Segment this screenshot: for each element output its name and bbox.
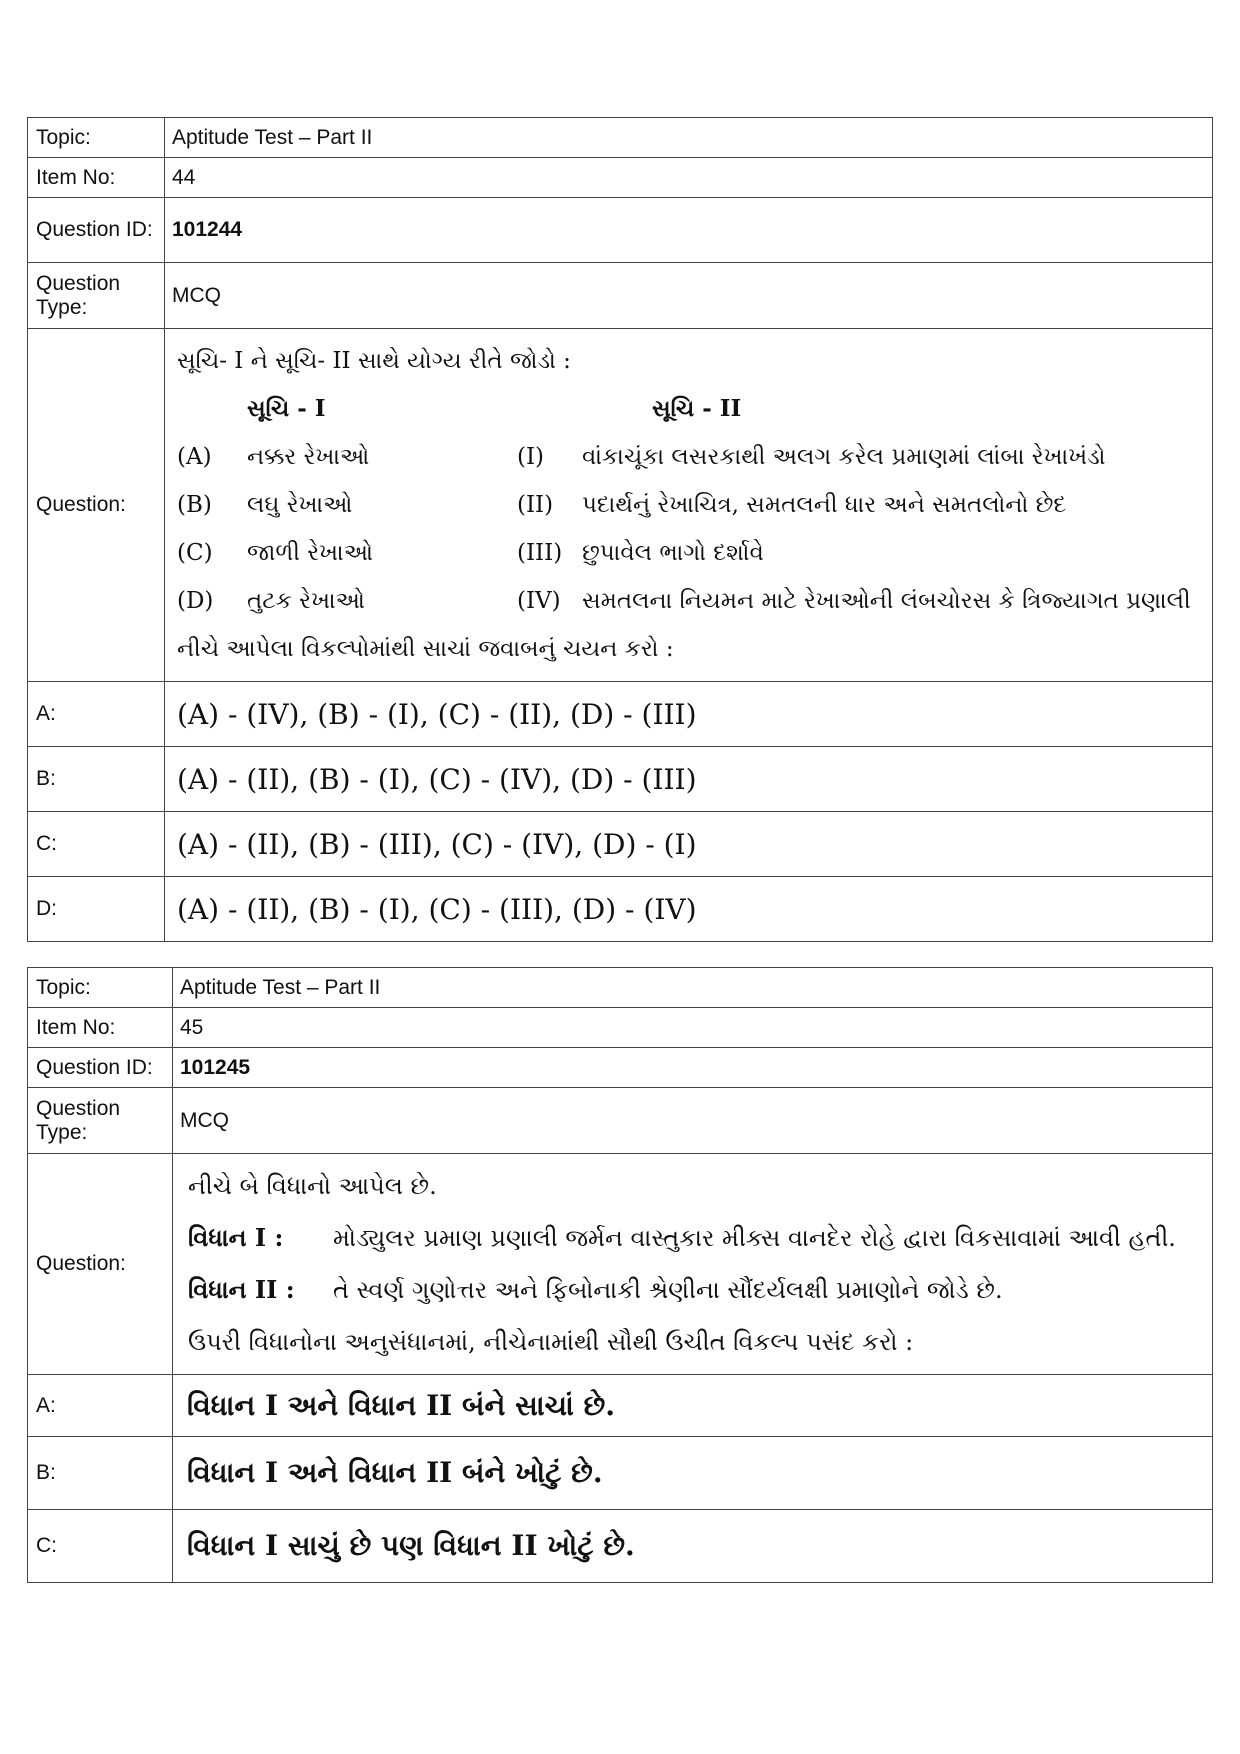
question-outro: નીચે આપેલા વિકલ્પોમાંથી સાચાં જવાબનું ચયન કરો : [177, 636, 674, 662]
option-a-text: વિધાન I અને વિધાન II બંને સાચાં છે. [173, 1375, 1213, 1437]
question-table-44 [27, 117, 1213, 942]
list1-key: (B) [177, 492, 212, 518]
list-headers [177, 385, 1200, 433]
question-id-value: 101244 [165, 198, 1213, 263]
topic-value: Aptitude Test – Part II [173, 968, 1213, 1008]
list2-key: (I) [517, 444, 545, 470]
question-id-label: Question ID: [28, 198, 165, 263]
option-c-label: C: [28, 812, 165, 877]
question-label: Question: [28, 329, 165, 682]
list1-key: (C) [177, 540, 213, 566]
question-body [173, 1154, 1213, 1375]
list2-item: વાંકાચૂંકા લસરકાથી અલગ કરેલ પ્રમાણમાં લાંબા રેખાખંડો [582, 444, 1106, 470]
list2-key: (IV) [517, 588, 561, 614]
topic-label: Topic: [28, 118, 165, 158]
option-c-text: વિધાન I સાચું છે પણ વિધાન II ખોટું છે. [173, 1510, 1213, 1583]
option-b-text: (A) - (II), (B) - (I), (C) - (IV), (D) - (III) [165, 747, 1213, 812]
list2-item: પદાર્થનું રેખાચિત્ર, સમતલની ધાર અને સમતલોનો છેદ [582, 492, 1067, 518]
list2-item: સમતલના નિયમન માટે રેખાઓની લંબચોરસ કે ત્રિજ્યાગત પ્રણાલી [582, 588, 1191, 614]
option-a-label: A: [28, 1375, 173, 1437]
question-id-label: Question ID: [28, 1048, 173, 1088]
list2-item: છુપાવેલ ભાગો દર્શાવે [582, 540, 764, 566]
question-outro: ઉપરી વિધાનોના અનુસંધાનમાં, નીચેનામાંથી સૌથી ઉચીત વિકલ્પ પસંદ કરો : [188, 1328, 914, 1356]
option-b-label: B: [28, 1437, 173, 1510]
question-label: Question: [28, 1154, 173, 1375]
option-a-label: A: [28, 682, 165, 747]
option-c-text: (A) - (II), (B) - (III), (C) - (IV), (D) - (I) [165, 812, 1213, 877]
item-no-label: Item No: [28, 1008, 173, 1048]
list1-item: જાળી રેખાઓ [247, 540, 373, 566]
list1-key: (D) [177, 588, 214, 614]
option-a-text: (A) - (IV), (B) - (I), (C) - (II), (D) - (III) [165, 682, 1213, 747]
list2-key: (III) [517, 540, 563, 566]
list1-item: તુટક રેખાઓ [247, 588, 365, 614]
list2-header: સૂચિ - II [652, 395, 742, 422]
question-type-value: MCQ [165, 263, 1213, 329]
question-type-value: MCQ [173, 1088, 1213, 1154]
option-c-label: C: [28, 1510, 173, 1583]
match-row [177, 529, 1200, 577]
question-intro: સૂચિ- I ને સૂચિ- II સાથે યોગ્ય રીતે જોડો : [177, 348, 571, 374]
question-type-label: Question Type: [28, 263, 165, 329]
statement-label: વિધાન I : [188, 1223, 284, 1252]
question-table-45 [27, 967, 1213, 1583]
option-d-text: (A) - (II), (B) - (I), (C) - (III), (D) - (IV) [165, 877, 1213, 942]
match-row [177, 577, 1200, 625]
statement-row [188, 1264, 1197, 1316]
match-row [177, 433, 1200, 481]
list2-key: (II) [517, 492, 554, 518]
statement-text: મોડ્યુલર પ્રમાણ પ્રણાલી જર્મન વાસ્તુકાર મીક્સ વાનદેર રોહે દ્વારા વિકસાવામાં આવી હતી. [333, 1224, 1176, 1252]
topic-label: Topic: [28, 968, 173, 1008]
match-row [177, 481, 1200, 529]
item-no-label: Item No: [28, 158, 165, 198]
option-b-label: B: [28, 747, 165, 812]
list1-item: લઘુ રેખાઓ [247, 492, 353, 518]
topic-value: Aptitude Test – Part II [165, 118, 1213, 158]
statement-text: તે સ્વર્ણ ગુણોત્તર અને ફિબોનાકી શ્રેણીના સૌંદર્યલક્ષી પ્રમાણોને જોડે છે. [333, 1276, 1003, 1304]
question-intro: નીચે બે વિધાનો આપેલ છે. [188, 1172, 437, 1200]
list1-header: સૂચિ - I [247, 395, 326, 422]
option-d-label: D: [28, 877, 165, 942]
statement-row [188, 1212, 1197, 1264]
item-no-value: 44 [165, 158, 1213, 198]
list1-key: (A) [177, 444, 212, 470]
list1-item: નક્કર રેખાઓ [247, 444, 370, 470]
question-type-label: Question Type: [28, 1088, 173, 1154]
question-body [165, 329, 1213, 682]
item-no-value: 45 [173, 1008, 1213, 1048]
statement-label: વિધાન II : [188, 1275, 295, 1304]
question-id-value: 101245 [173, 1048, 1213, 1088]
option-b-text: વિધાન I અને વિધાન II બંને ખોટું છે. [173, 1437, 1213, 1510]
